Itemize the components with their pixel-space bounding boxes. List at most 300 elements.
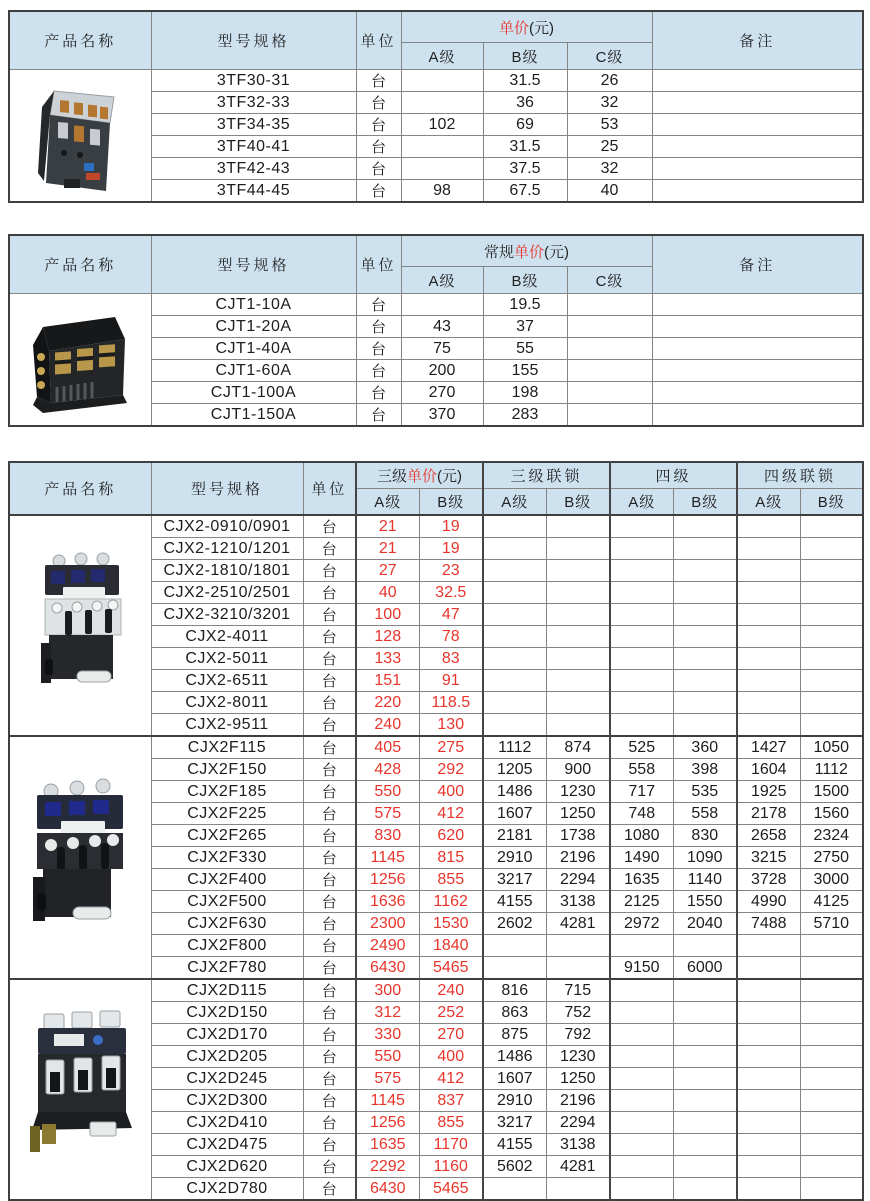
price-cell [546, 538, 610, 560]
col-header-unit: 单位 [356, 235, 401, 294]
col-header-grade-a: A级 [401, 267, 483, 294]
model-cell: 3TF30-31 [151, 70, 356, 92]
model-cell: CJX2-9511 [151, 714, 303, 737]
col-header-grade-a: A级 [737, 489, 800, 516]
price-cell: 36 [483, 92, 567, 114]
price-cell: 4281 [546, 913, 610, 935]
price-cell: 715 [546, 979, 610, 1002]
price-cell: 1170 [419, 1134, 483, 1156]
price-cell [483, 1178, 546, 1201]
model-cell: 3TF32-33 [151, 92, 356, 114]
price-cell: 5465 [419, 1178, 483, 1201]
price-cell [673, 692, 737, 714]
product-image-cell [9, 736, 151, 979]
price-cell [610, 692, 673, 714]
price-cell: 32.5 [419, 582, 483, 604]
price-cell: 575 [356, 1068, 419, 1090]
price-cell: 816 [483, 979, 546, 1002]
price-cell: 1250 [546, 1068, 610, 1090]
model-cell: CJT1-20A [151, 316, 356, 338]
col-header-unit: 单位 [303, 462, 356, 515]
model-cell: CJX2-1210/1201 [151, 538, 303, 560]
price-title-suffix: (元) [544, 243, 570, 261]
price-cell [737, 1024, 800, 1046]
price-cell: 398 [673, 759, 737, 781]
unit-cell: 台 [303, 891, 356, 913]
unit-cell: 台 [356, 158, 401, 180]
price-cell [610, 604, 673, 626]
price-cell: 78 [419, 626, 483, 648]
unit-cell: 台 [356, 382, 401, 404]
price-cell [800, 979, 863, 1002]
unit-cell: 台 [303, 648, 356, 670]
col-header-remark: 备注 [652, 11, 863, 70]
col-header-grade-c: C级 [567, 267, 652, 294]
col-header-group-4pole: 四级 [610, 462, 737, 489]
price-cell [483, 648, 546, 670]
price-cell [800, 560, 863, 582]
price-cell [401, 70, 483, 92]
price-cell [610, 1178, 673, 1201]
price-cell: 4155 [483, 1134, 546, 1156]
price-cell: 292 [419, 759, 483, 781]
remark-cell [652, 180, 863, 203]
price-cell [673, 538, 737, 560]
price-cell: 19 [419, 515, 483, 538]
model-cell: CJX2D150 [151, 1002, 303, 1024]
price-cell [800, 626, 863, 648]
model-cell: CJX2D245 [151, 1068, 303, 1090]
price-cell: 2602 [483, 913, 546, 935]
price-title-red: 单价 [514, 243, 545, 261]
product-image-cell [9, 515, 151, 736]
price-cell [673, 1178, 737, 1201]
price-cell [800, 1002, 863, 1024]
price-cell: 7488 [737, 913, 800, 935]
price-cell: 874 [546, 736, 610, 759]
price-cell: 47 [419, 604, 483, 626]
price-cell: 2910 [483, 1090, 546, 1112]
price-cell [401, 92, 483, 114]
model-cell: CJX2F400 [151, 869, 303, 891]
model-cell: CJX2-0910/0901 [151, 515, 303, 538]
price-cell: 748 [610, 803, 673, 825]
product-image-cell [9, 70, 151, 203]
price-cell [610, 979, 673, 1002]
price-cell: 558 [610, 759, 673, 781]
price-cell: 855 [419, 1112, 483, 1134]
price-cell [610, 1112, 673, 1134]
price-cell [567, 316, 652, 338]
price-cell: 855 [419, 869, 483, 891]
price-cell [800, 1090, 863, 1112]
unit-cell: 台 [303, 1046, 356, 1068]
price-cell: 752 [546, 1002, 610, 1024]
col-header-model: 型号规格 [151, 11, 356, 70]
table-body-cjx2f [9, 736, 863, 979]
price-cell: 1530 [419, 913, 483, 935]
price-cell: 412 [419, 803, 483, 825]
table-body-cjx2d [9, 979, 863, 1200]
price-cell [610, 538, 673, 560]
price-cell: 1500 [800, 781, 863, 803]
remark-cell [652, 294, 863, 316]
price-cell: 133 [356, 648, 419, 670]
table-row [9, 294, 863, 316]
price-cell [546, 604, 610, 626]
model-cell: CJX2F265 [151, 825, 303, 847]
price-cell [610, 714, 673, 737]
price-cell: 1250 [546, 803, 610, 825]
price-cell: 1160 [419, 1156, 483, 1178]
unit-cell: 台 [303, 1156, 356, 1178]
price-cell [546, 935, 610, 957]
price-cell: 270 [419, 1024, 483, 1046]
price-cell [673, 1002, 737, 1024]
price-cell [737, 670, 800, 692]
price-cell: 525 [610, 736, 673, 759]
price-cell: 1230 [546, 781, 610, 803]
price-cell [800, 1156, 863, 1178]
price-cell [737, 1156, 800, 1178]
price-cell [737, 692, 800, 714]
table-body-cjx2 [9, 515, 863, 736]
price-table-3tf [8, 10, 864, 203]
price-cell: 9150 [610, 957, 673, 980]
col-header-grade-a: A级 [483, 489, 546, 516]
price-cell [800, 604, 863, 626]
price-cell [610, 1156, 673, 1178]
price-cell: 31.5 [483, 136, 567, 158]
price-cell [673, 604, 737, 626]
price-cell: 1080 [610, 825, 673, 847]
price-cell [401, 136, 483, 158]
price-cell [483, 515, 546, 538]
price-cell: 4125 [800, 891, 863, 913]
price-cell: 2292 [356, 1156, 419, 1178]
price-cell: 1145 [356, 847, 419, 869]
price-cell [610, 670, 673, 692]
price-cell: 98 [401, 180, 483, 203]
price-cell: 400 [419, 1046, 483, 1068]
price-cell: 550 [356, 1046, 419, 1068]
unit-cell: 台 [303, 957, 356, 980]
price-cell: 1636 [356, 891, 419, 913]
price-cell [673, 1068, 737, 1090]
model-cell: CJX2F330 [151, 847, 303, 869]
price-cell: 2910 [483, 847, 546, 869]
unit-cell: 台 [303, 1024, 356, 1046]
price-cell: 2972 [610, 913, 673, 935]
price-cell: 32 [567, 158, 652, 180]
unit-cell: 台 [303, 1112, 356, 1134]
price-cell [610, 1068, 673, 1090]
unit-cell: 台 [356, 136, 401, 158]
cjx2d-contactor-photo-icon [20, 1006, 140, 1174]
price-cell [567, 360, 652, 382]
price-cell [737, 538, 800, 560]
model-cell: CJX2D620 [151, 1156, 303, 1178]
price-cell: 550 [356, 781, 419, 803]
price-cell: 118.5 [419, 692, 483, 714]
price-cell: 240 [419, 979, 483, 1002]
table-row [9, 979, 863, 1002]
price-cell [546, 560, 610, 582]
model-cell: CJT1-100A [151, 382, 356, 404]
price-cell: 198 [483, 382, 567, 404]
price-cell [800, 1068, 863, 1090]
unit-cell: 台 [303, 1178, 356, 1201]
price-cell [673, 1024, 737, 1046]
price-cell: 40 [567, 180, 652, 203]
unit-cell: 台 [303, 515, 356, 538]
price-cell: 2300 [356, 913, 419, 935]
price-cell: 1112 [483, 736, 546, 759]
price-cell: 32 [567, 92, 652, 114]
col-header-product-name: 产品名称 [9, 462, 151, 515]
price-cell: 40 [356, 582, 419, 604]
price-cell: 252 [419, 1002, 483, 1024]
price-cell: 1490 [610, 847, 673, 869]
price-cell: 155 [483, 360, 567, 382]
price-cell: 3000 [800, 869, 863, 891]
price-cell [800, 1024, 863, 1046]
col-header-group-4pole-interlock: 四级联锁 [737, 462, 863, 489]
model-cell: CJX2-5011 [151, 648, 303, 670]
price-cell: 535 [673, 781, 737, 803]
price-cell: 5465 [419, 957, 483, 980]
price-cell [673, 1090, 737, 1112]
unit-cell: 台 [303, 670, 356, 692]
price-cell: 151 [356, 670, 419, 692]
unit-cell: 台 [303, 759, 356, 781]
price-cell: 19 [419, 538, 483, 560]
table-row [9, 70, 863, 92]
price-cell: 1140 [673, 869, 737, 891]
price-table-cjx2 [8, 461, 864, 1201]
unit-cell: 台 [303, 626, 356, 648]
price-cell [737, 714, 800, 737]
price-cell [800, 957, 863, 980]
price-title-red: 单价 [498, 19, 529, 37]
price-cell: 283 [483, 404, 567, 427]
price-cell: 83 [419, 648, 483, 670]
model-cell: 3TF44-45 [151, 180, 356, 203]
price-cell [673, 714, 737, 737]
col-header-unit: 单位 [356, 11, 401, 70]
price-cell [610, 1002, 673, 1024]
col-header-grade-a: A级 [610, 489, 673, 516]
table-header [9, 462, 863, 515]
price-cell [737, 935, 800, 957]
price-cell: 3138 [546, 1134, 610, 1156]
price-cell: 2196 [546, 847, 610, 869]
price-cell: 27 [356, 560, 419, 582]
price-cell [610, 1090, 673, 1112]
price-cell: 1256 [356, 1112, 419, 1134]
col-header-model: 型号规格 [151, 462, 303, 515]
model-cell: CJX2-3210/3201 [151, 604, 303, 626]
unit-cell: 台 [356, 316, 401, 338]
price-cell [673, 582, 737, 604]
price-cell [401, 294, 483, 316]
price-cell: 312 [356, 1002, 419, 1024]
unit-cell: 台 [356, 92, 401, 114]
price-title-prefix: 三级 [376, 468, 407, 485]
price-cell [673, 515, 737, 538]
price-cell: 1925 [737, 781, 800, 803]
unit-cell: 台 [356, 338, 401, 360]
price-cell: 1604 [737, 759, 800, 781]
price-cell: 717 [610, 781, 673, 803]
price-cell [610, 935, 673, 957]
price-cell [673, 670, 737, 692]
price-cell [567, 294, 652, 316]
price-cell: 6430 [356, 957, 419, 980]
price-cell: 3728 [737, 869, 800, 891]
price-cell: 43 [401, 316, 483, 338]
price-cell: 275 [419, 736, 483, 759]
price-cell [737, 515, 800, 538]
unit-cell: 台 [303, 825, 356, 847]
price-cell: 1840 [419, 935, 483, 957]
price-cell: 2750 [800, 847, 863, 869]
product-image-cell [9, 979, 151, 1200]
model-cell: CJX2-6511 [151, 670, 303, 692]
col-header-group-3pole-price [356, 462, 483, 489]
price-cell: 400 [419, 781, 483, 803]
model-cell: CJT1-150A [151, 404, 356, 427]
price-cell: 558 [673, 803, 737, 825]
price-cell: 2490 [356, 935, 419, 957]
price-cell: 3217 [483, 869, 546, 891]
price-cell: 26 [567, 70, 652, 92]
price-table-cjt1 [8, 234, 864, 427]
price-cell: 1205 [483, 759, 546, 781]
price-cell [800, 935, 863, 957]
price-cell: 428 [356, 759, 419, 781]
price-cell: 837 [419, 1090, 483, 1112]
price-cell [673, 935, 737, 957]
price-cell: 23 [419, 560, 483, 582]
price-cell: 412 [419, 1068, 483, 1090]
price-cell: 1427 [737, 736, 800, 759]
price-cell [737, 1134, 800, 1156]
price-cell [610, 1024, 673, 1046]
price-cell [567, 404, 652, 427]
price-cell: 1486 [483, 1046, 546, 1068]
price-cell: 1145 [356, 1090, 419, 1112]
price-cell: 2125 [610, 891, 673, 913]
price-cell [737, 1002, 800, 1024]
price-cell: 900 [546, 759, 610, 781]
price-cell [610, 648, 673, 670]
model-cell: CJT1-10A [151, 294, 356, 316]
price-cell: 31.5 [483, 70, 567, 92]
unit-cell: 台 [303, 979, 356, 1002]
price-cell: 75 [401, 338, 483, 360]
table-header [9, 235, 863, 294]
price-cell [483, 582, 546, 604]
price-cell [737, 1090, 800, 1112]
price-cell [673, 626, 737, 648]
price-cell: 100 [356, 604, 419, 626]
unit-cell: 台 [303, 560, 356, 582]
price-cell [800, 515, 863, 538]
price-cell: 37 [483, 316, 567, 338]
unit-cell: 台 [303, 1068, 356, 1090]
price-cell: 5710 [800, 913, 863, 935]
model-cell: CJX2F185 [151, 781, 303, 803]
price-cell: 370 [401, 404, 483, 427]
price-cell [673, 1156, 737, 1178]
model-cell: CJX2F225 [151, 803, 303, 825]
price-cell: 1635 [610, 869, 673, 891]
unit-cell: 台 [303, 582, 356, 604]
col-header-product-name: 产品名称 [9, 11, 151, 70]
cjx2f-contactor-photo-icon [21, 775, 139, 941]
unit-cell: 台 [303, 1090, 356, 1112]
price-cell [610, 515, 673, 538]
price-cell [546, 714, 610, 737]
unit-cell: 台 [303, 913, 356, 935]
price-cell [673, 648, 737, 670]
unit-cell: 台 [303, 604, 356, 626]
col-header-group-3pole-interlock: 三级联锁 [483, 462, 610, 489]
model-cell: CJX2D410 [151, 1112, 303, 1134]
price-cell [567, 338, 652, 360]
table-row [9, 515, 863, 538]
price-cell [610, 626, 673, 648]
price-cell: 3138 [546, 891, 610, 913]
price-cell [401, 158, 483, 180]
model-cell: CJX2D300 [151, 1090, 303, 1112]
price-cell: 6000 [673, 957, 737, 980]
price-cell [546, 648, 610, 670]
model-cell: CJX2F800 [151, 935, 303, 957]
price-cell: 830 [673, 825, 737, 847]
price-title-prefix: 常规 [483, 243, 514, 261]
table-body [9, 294, 863, 427]
unit-cell: 台 [303, 714, 356, 737]
unit-cell: 台 [303, 869, 356, 891]
product-image-cell [9, 294, 151, 427]
unit-cell: 台 [356, 70, 401, 92]
price-cell: 1607 [483, 1068, 546, 1090]
model-cell: CJT1-60A [151, 360, 356, 382]
price-cell [737, 560, 800, 582]
table-row [9, 736, 863, 759]
price-cell: 19.5 [483, 294, 567, 316]
price-cell: 1738 [546, 825, 610, 847]
price-cell [737, 979, 800, 1002]
remark-cell [652, 158, 863, 180]
price-cell [610, 1046, 673, 1068]
price-cell: 1162 [419, 891, 483, 913]
price-cell: 1230 [546, 1046, 610, 1068]
price-cell: 1635 [356, 1134, 419, 1156]
price-cell [483, 538, 546, 560]
price-cell [737, 626, 800, 648]
price-cell: 21 [356, 538, 419, 560]
col-header-price-group [401, 235, 652, 267]
col-header-grade-b: B级 [483, 267, 567, 294]
remark-cell [652, 360, 863, 382]
price-cell: 1550 [673, 891, 737, 913]
remark-cell [652, 114, 863, 136]
price-cell [546, 1178, 610, 1201]
unit-cell: 台 [303, 935, 356, 957]
